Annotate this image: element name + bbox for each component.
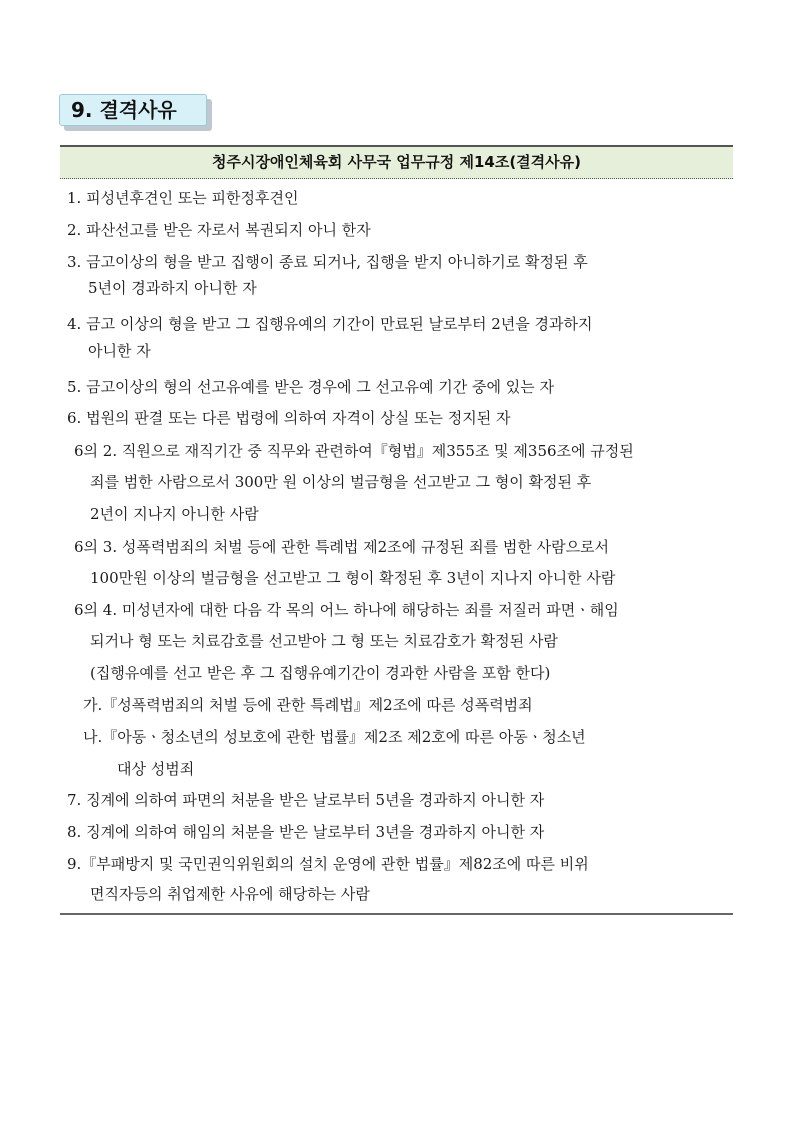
clause-4-cont: 아니한 자: [88, 342, 151, 360]
section-title: 9. 결격사유: [59, 94, 207, 126]
clause-9-cont: 면직자등의 취업제한 사유에 해당하는 사람: [90, 885, 370, 903]
clause-3-cont: 5년이 경과하지 아니한 자: [88, 279, 257, 297]
clause-2: 2. 파산선고를 받은 자로서 복권되지 아니 한자: [67, 221, 371, 239]
clause-6-3: 6의 3. 성폭력범죄의 처벌 등에 관한 특례법 제2조에 규정된 죄를 범한 사람으로서: [74, 538, 610, 556]
clause-6-4-na: 나.『아동ㆍ청소년의 성보호에 관한 법률』제2조 제2호에 따른 아동ㆍ청소년: [83, 728, 586, 746]
clause-1: 1. 피성년후견인 또는 피한정후견인: [67, 189, 299, 207]
regulation-header: 청주시장애인체육회 사무국 업무규정 제14조(결격사유): [60, 145, 733, 179]
clause-4: 4. 금고 이상의 형을 받고 그 집행유예의 기간이 만료된 날로부터 2년을 경과하지: [67, 315, 593, 333]
clause-6-4-cont: 되거나 형 또는 치료감호를 선고받아 그 형 또는 치료감호가 확정된 사람: [90, 632, 558, 650]
clause-6-4-na-cont: 대상 성범죄: [117, 760, 195, 778]
clause-9: 9.『부패방지 및 국민권익위원회의 설치 운영에 관한 법률』제82조에 따른 비위: [67, 855, 589, 873]
clause-6-3-cont: 100만원 이상의 벌금형을 선고받고 그 형이 확정된 후 3년이 지나지 아니한 사람: [90, 569, 616, 587]
clause-6-4-note: (집행유예를 선고 받은 후 그 집행유예기간이 경과한 사람을 포함 한다): [90, 664, 551, 682]
clause-6-4-ga: 가.『성폭력범죄의 처벌 등에 관한 특례법』제2조에 따른 성폭력범죄: [83, 696, 533, 714]
regulation-body: [60, 179, 733, 915]
clause-6-2-cont: 2년이 지나지 아니한 사람: [90, 505, 259, 523]
clause-6-4: 6의 4. 미성년자에 대한 다음 각 목의 어느 하나에 해당하는 죄를 저질러 파면ㆍ해임: [74, 601, 619, 619]
clause-8: 8. 징계에 의하여 해임의 처분을 받은 날로부터 3년을 경과하지 아니한 자: [67, 823, 545, 841]
clause-6: 6. 법원의 판결 또는 다른 법령에 의하여 자격이 상실 또는 정지된 자: [67, 409, 511, 427]
clause-3: 3. 금고이상의 형을 받고 집행이 종료 되거나, 집행을 받지 아니하기로 확정된 후: [67, 253, 588, 271]
clause-5: 5. 금고이상의 형의 선고유예를 받은 경우에 그 선고유예 기간 중에 있는 자: [67, 378, 554, 396]
clause-6-2-cont: 죄를 범한 사람으로서 300만 원 이상의 벌금형을 선고받고 그 형이 확정된 후: [90, 473, 592, 491]
clause-7: 7. 징계에 의하여 파면의 처분을 받은 날로부터 5년을 경과하지 아니한 자: [67, 791, 545, 809]
section-title-box: [59, 94, 211, 130]
clause-6-2: 6의 2. 직원으로 재직기간 중 직무와 관련하여『형법』제355조 및 제356조에 규정된: [74, 442, 634, 460]
